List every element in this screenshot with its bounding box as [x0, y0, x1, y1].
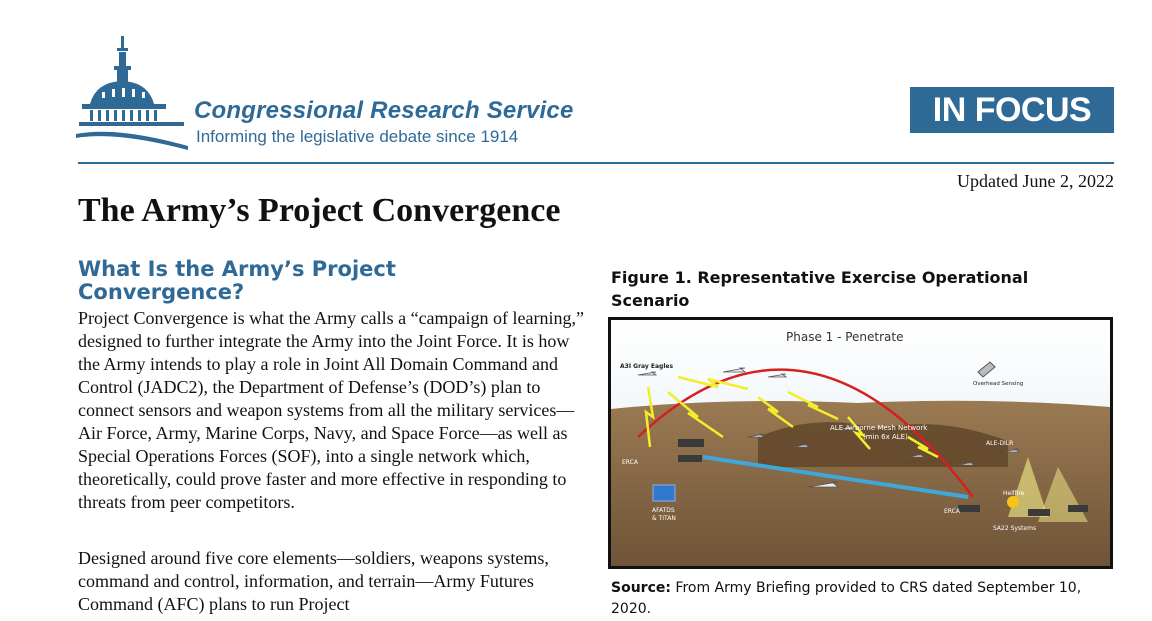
label-overhead: Overhead Sensing [973, 381, 1024, 387]
figure-caption: Figure 1. Representative Exercise Operational Scenario [611, 268, 1029, 310]
label-titan: & TITAN [652, 515, 676, 522]
org-tagline: Informing the legislative debate since 1914 [196, 127, 519, 146]
scenario-figure [608, 317, 1113, 569]
label-mesh-network: ALE Airborne Mesh Network [830, 424, 928, 432]
label-mesh-min: (min 6x ALE) [863, 433, 908, 441]
section-heading: What Is the Army’s Project Convergence? [78, 257, 396, 304]
document-title: The Army’s Project Convergence [78, 192, 561, 229]
in-focus-badge: IN FOCUS [910, 87, 1114, 133]
source-label: Source: [611, 580, 671, 596]
source-text: From Army Briefing provided to CRS dated September 10, 2020. [611, 580, 1082, 617]
label-erca-left: ERCA [622, 459, 638, 466]
phase-label: Phase 1 - Penetrate [786, 330, 904, 344]
afatds-terminal [653, 485, 675, 501]
explosion [1007, 496, 1019, 508]
org-name: Congressional Research Service [194, 97, 574, 124]
paragraph-2: Designed around five core elements—soldiers, weapons systems, command and control, information, and terrain—Army Futures Command (AFC) plans to run Project [78, 548, 549, 614]
updated-date: Updated June 2, 2022 [957, 171, 1114, 191]
label-afatds: AFATDS [652, 507, 675, 514]
label-sa22: SA22 Systems [993, 525, 1037, 532]
label-hellfire: Hellfire [1003, 490, 1025, 497]
header-rule [78, 162, 1114, 164]
label-erca-right: ERCA [944, 508, 960, 515]
label-ale-dilr: ALE-DILR [986, 440, 1014, 447]
label-gray-eagles: A3I Gray Eagles [620, 363, 674, 370]
figure-source [611, 578, 1111, 620]
paragraph-1: Project Convergence is what the Army calls a “campaign of learning,” designed to further integrate the Army into the Joint Force. It is how the Army intends to play a role in Joint All Domain Command and Control (JADC2), the Department of Defense’s (DOD’s) plan to connect sensors and weapon systems from all the military services—Air Force, Army, Marine Corps, Navy, and Space Force—as well as Special Operations Forces (SOF), into a single network which, theoretically, could prove faster and more effective in responding to threats from peer competitors. [78, 308, 584, 512]
crs-capitol-logo [76, 34, 188, 152]
